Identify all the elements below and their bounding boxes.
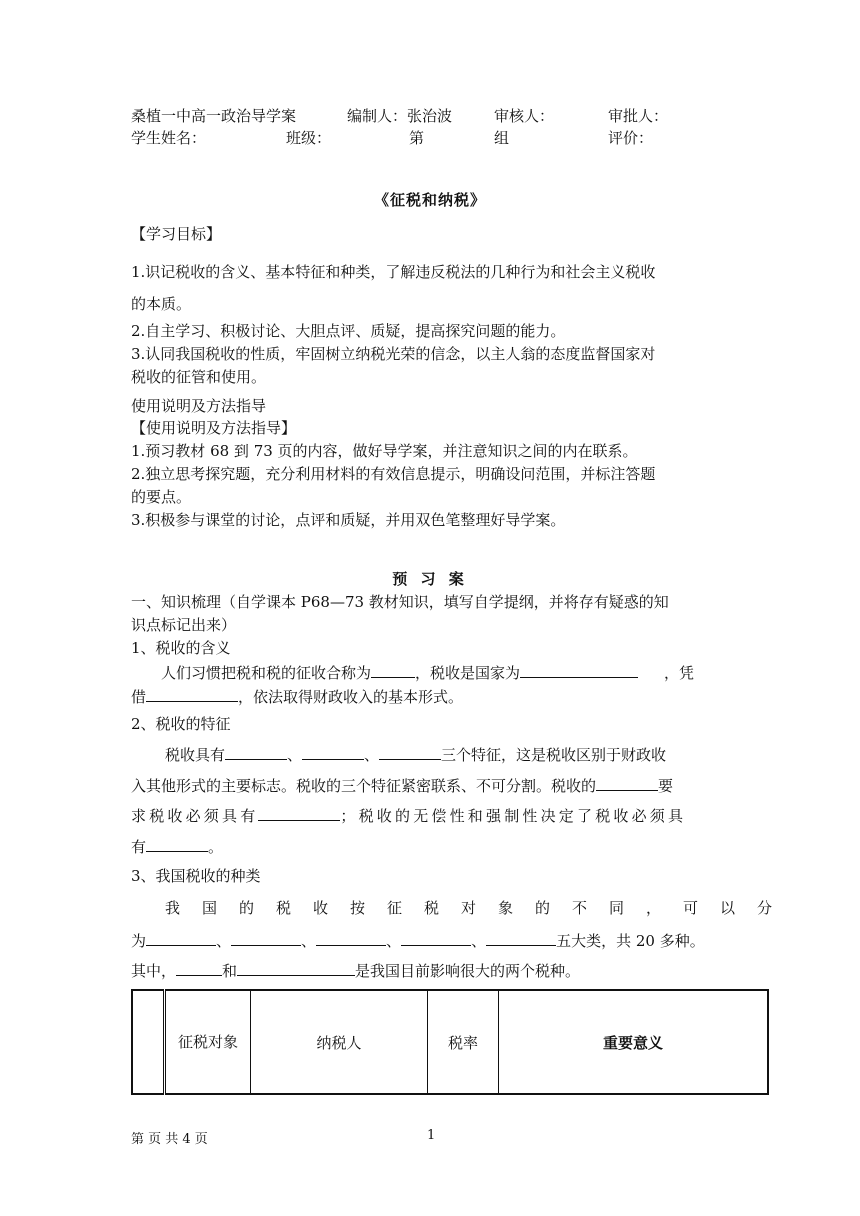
student-name-label: 学生姓名： [131, 129, 207, 147]
preview-intro-b: 识点标记出来） [131, 616, 237, 634]
s2-text-8: 。 [208, 838, 224, 856]
s3-text-5: 是我国目前影响很大的两个税种。 [355, 962, 581, 980]
answer-blank[interactable] [316, 930, 386, 946]
usage-2-line-a: 2.独立思考探究题，充分利用材料的有效信息提示，明确设问范围，并标注答题 [131, 465, 656, 483]
s2-sep-2: 、 [364, 746, 380, 764]
s3-sep-4: 、 [471, 932, 487, 950]
section-2-line-b [131, 775, 673, 796]
reviewer-label: 审核人： [494, 107, 555, 125]
header-line-2 [131, 128, 731, 148]
answer-blank[interactable] [302, 744, 364, 760]
answer-blank[interactable] [146, 930, 216, 946]
answer-blank[interactable] [520, 662, 638, 678]
goal-3-line-a: 3.认同我国税收的性质，牢固树立纳税光荣的信念，以主人翁的态度监督国家对 [131, 345, 656, 363]
section-2-line-c [131, 805, 686, 826]
section-1-line-b [131, 686, 463, 707]
group-prefix: 第 [409, 129, 425, 147]
s3-text-1: 为 [131, 932, 147, 950]
s3-sep-1: 、 [216, 932, 232, 950]
goals-heading: 【学习目标】 [131, 225, 222, 243]
usage-3: 3.积极参与课堂的讨论，点评和质疑，并用双色笔整理好导学案。 [131, 511, 566, 529]
s2-sep-1: 、 [287, 746, 303, 764]
s2-text-5: 求税收必须具有 [131, 807, 259, 825]
editor-label: 编制人：张治波 [347, 107, 453, 125]
section-3-line-c [131, 960, 580, 981]
s3-text-2: 五大类，共 20 多种。 [556, 932, 705, 950]
answer-blank[interactable] [146, 686, 238, 702]
answer-blank[interactable] [237, 960, 355, 976]
answer-blank[interactable] [596, 775, 658, 791]
section-2-line-d [131, 836, 223, 857]
table-header-cell: 征税对象 [165, 990, 251, 1094]
answer-blank[interactable] [371, 662, 415, 678]
s2-text-7: 有 [131, 838, 147, 856]
answer-blank[interactable] [258, 805, 340, 821]
goal-2: 2.自主学习、积极讨论、大胆点评、质疑，提高探究问题的能力。 [131, 322, 566, 340]
answer-blank[interactable] [225, 744, 287, 760]
s1-text-1: 人们习惯把税和税的征收合称为 [161, 664, 372, 682]
section-3-title: 3、我国税收的种类 [131, 867, 261, 885]
s3-sep-3: 、 [386, 932, 402, 950]
table-header-cell: 税率 [428, 990, 499, 1094]
section-3-line-b [131, 930, 705, 951]
s3-text-3: 其中， [131, 962, 177, 980]
header-line-1 [131, 106, 731, 126]
tax-table [131, 989, 769, 1095]
section-1-title: 1、税收的含义 [131, 639, 231, 657]
section-1-line-a [161, 662, 694, 683]
footer-page-number: 1 [427, 1128, 436, 1143]
preview-heading: 预 习 案 [392, 570, 468, 588]
s3-text-4: 和 [222, 962, 238, 980]
section-3-line-a: 我国的税收按征税对象的不同，可以分 [165, 899, 795, 917]
s2-text-1: 税收具有 [165, 746, 226, 764]
s2-text-2: 三个特征，这是税收区别于财政收 [441, 746, 667, 764]
goal-1-line-b: 的本质。 [131, 295, 192, 313]
table-header-row [132, 990, 768, 1094]
document-title: 《征税和纳税》 [373, 191, 486, 209]
usage-2-line-b: 的要点。 [131, 488, 192, 506]
class-label: 班级： [286, 129, 332, 147]
table-header-cell: 重要意义 [499, 990, 769, 1094]
evaluation-label: 评价： [608, 129, 654, 147]
answer-blank[interactable] [231, 930, 301, 946]
approver-label: 审批人： [608, 107, 669, 125]
s1-text-4: 借 [131, 688, 147, 706]
answer-blank[interactable] [379, 744, 441, 760]
s1-text-2: ，税收是国家为 [415, 664, 521, 682]
answer-blank[interactable] [146, 836, 208, 852]
s1-text-3: ，凭 [664, 664, 695, 682]
usage-heading: 【使用说明及方法指导】 [131, 419, 297, 437]
s3-sep-2: 、 [301, 932, 317, 950]
school-name: 桑植一中高一政治导学案 [131, 107, 297, 125]
footer-page-count: 第 页 共 4 页 [131, 1132, 208, 1147]
answer-blank[interactable] [176, 960, 222, 976]
group-suffix: 组 [494, 129, 510, 147]
preview-intro-a: 一、知识梳理（自学课本 P68—73 教材知识，填写自学提纲，并将存有疑惑的知 [131, 593, 669, 611]
goal-3-line-b: 税收的征管和使用。 [131, 368, 267, 386]
answer-blank[interactable] [486, 930, 556, 946]
s2-text-4: 要 [658, 777, 674, 795]
s2-text-6: ；税收的无偿性和强制性决定了税收必须具 [340, 807, 687, 825]
table-header-cell [132, 990, 165, 1094]
usage-1: 1.预习教材 68 到 73 页的内容，做好导学案，并注意知识之间的内在联系。 [131, 442, 638, 460]
usage-plain: 使用说明及方法指导 [131, 397, 267, 415]
section-2-line-a [165, 744, 666, 765]
answer-blank[interactable] [401, 930, 471, 946]
goal-1-line-a: 1.识记税收的含义、基本特征和种类，了解违反税法的几种行为和社会主义税收 [131, 263, 656, 281]
s1-text-5: ，依法取得财政收入的基本形式。 [238, 688, 464, 706]
table-header-cell: 纳税人 [251, 990, 428, 1094]
section-2-title: 2、税收的特征 [131, 715, 231, 733]
s2-text-3: 入其他形式的主要标志。税收的三个特征紧密联系、不可分割。税收的 [131, 777, 597, 795]
